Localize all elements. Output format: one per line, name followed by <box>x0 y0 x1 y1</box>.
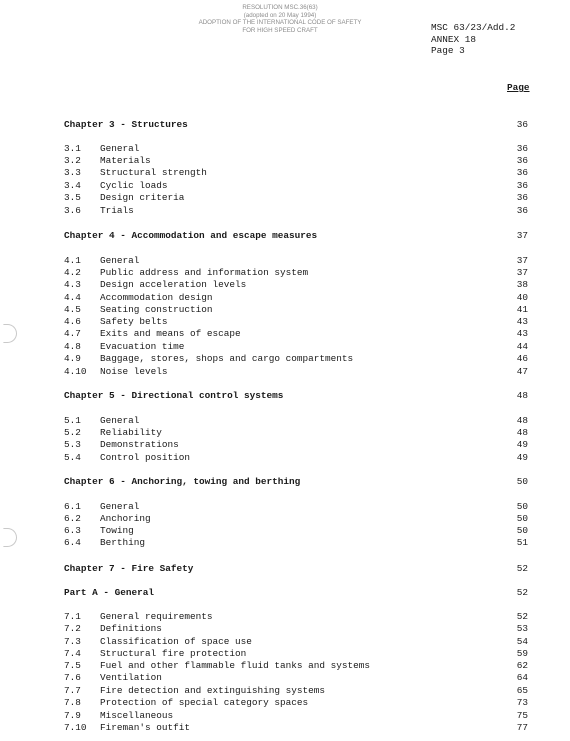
page-number: 52 <box>516 563 528 574</box>
page-number: 54 <box>516 636 528 647</box>
toc-entry <box>64 722 528 734</box>
punch-hole <box>3 324 17 343</box>
section-number: 5.2 <box>64 427 81 438</box>
section-title: Reliability <box>100 427 162 438</box>
page-number: 49 <box>516 452 528 463</box>
page-number: 41 <box>516 304 528 315</box>
toc-chapter-heading <box>64 119 528 131</box>
chapter-title: Chapter 7 - Fire Safety <box>64 563 194 574</box>
section-title: General requirements <box>100 611 213 622</box>
toc-entry <box>64 501 528 513</box>
section-number: 3.2 <box>64 155 81 166</box>
chapter-title: Chapter 6 - Anchoring, towing and berthing <box>64 476 301 487</box>
section-title: Accommodation design <box>100 292 213 303</box>
toc-chapter-heading <box>64 563 528 575</box>
section-title: Noise levels <box>100 366 168 377</box>
section-title: Demonstrations <box>100 439 179 450</box>
page-number: 65 <box>516 685 528 696</box>
punch-hole <box>3 528 17 547</box>
toc-entry <box>64 685 528 697</box>
page-number: 73 <box>516 697 528 708</box>
section-title: Exits and means of escape <box>100 328 241 339</box>
section-title: Safety belts <box>100 316 168 327</box>
section-number: 7.10 <box>64 722 87 733</box>
toc-entry <box>64 427 528 439</box>
page-number: 36 <box>516 180 528 191</box>
page-number: 37 <box>516 267 528 278</box>
page-number: 50 <box>516 513 528 524</box>
page-number: 36 <box>516 192 528 203</box>
section-title: Towing <box>100 525 134 536</box>
page-number: 48 <box>516 415 528 426</box>
section-number: 4.10 <box>64 366 87 377</box>
chapter-title: Chapter 5 - Directional control systems <box>64 390 284 401</box>
page-number: 52 <box>516 611 528 622</box>
page-number: 37 <box>516 255 528 266</box>
toc-chapter-heading <box>64 230 528 242</box>
chapter-title: Chapter 3 - Structures <box>64 119 188 130</box>
section-title: Ventilation <box>100 672 162 683</box>
page-number: 46 <box>516 353 528 364</box>
section-title: Berthing <box>100 537 146 548</box>
toc-entry <box>64 439 528 451</box>
section-title: Design criteria <box>100 192 185 203</box>
toc-entry <box>64 710 528 722</box>
resolution-header <box>180 4 380 34</box>
section-number: 6.3 <box>64 525 81 536</box>
page-number: 48 <box>516 427 528 438</box>
section-title: Fire detection and extinguishing systems <box>100 685 326 696</box>
section-title: General <box>100 501 140 512</box>
section-number: 7.1 <box>64 611 81 622</box>
toc-entry <box>64 366 528 378</box>
section-number: 3.4 <box>64 180 81 191</box>
page-number: 36 <box>516 143 528 154</box>
toc-entry <box>64 525 528 537</box>
section-number: 4.2 <box>64 267 81 278</box>
chapter-title: Chapter 4 - Accommodation and escape measures <box>64 230 318 241</box>
section-title: General <box>100 143 140 154</box>
section-title: Definitions <box>100 623 162 634</box>
toc-entry <box>64 304 528 316</box>
toc-entry <box>64 623 528 635</box>
page-number: 47 <box>516 366 528 377</box>
chapter-title: Part A - General <box>64 587 155 598</box>
section-number: 7.9 <box>64 710 81 721</box>
section-number: 3.5 <box>64 192 81 203</box>
toc-entry <box>64 611 528 623</box>
section-number: 4.9 <box>64 353 81 364</box>
page-number: 51 <box>516 537 528 548</box>
section-title: Fuel and other flammable fluid tanks and systems <box>100 660 371 671</box>
page-number: 50 <box>516 501 528 512</box>
toc-entry <box>64 292 528 304</box>
toc-entry <box>64 415 528 427</box>
page-number: 50 <box>516 525 528 536</box>
toc-entry <box>64 697 528 709</box>
section-title: Evacuation time <box>100 341 185 352</box>
section-number: 7.5 <box>64 660 81 671</box>
doc-ref: MSC 63/23/Add.2 <box>431 22 516 33</box>
document-reference <box>431 22 515 57</box>
section-number: 6.2 <box>64 513 81 524</box>
section-title: General <box>100 255 140 266</box>
section-number: 5.4 <box>64 452 81 463</box>
section-number: 3.6 <box>64 205 81 216</box>
toc-entry <box>64 341 528 353</box>
toc-entry <box>64 672 528 684</box>
section-number: 4.1 <box>64 255 81 266</box>
page-number: 62 <box>516 660 528 671</box>
section-number: 3.3 <box>64 167 81 178</box>
section-title: Classification of space use <box>100 636 252 647</box>
section-title: Design acceleration levels <box>100 279 247 290</box>
page-number: 43 <box>516 316 528 327</box>
toc-entry <box>64 167 528 179</box>
section-title: Baggage, stores, shops and cargo compartments <box>100 353 354 364</box>
page-number: 36 <box>516 167 528 178</box>
toc-entry <box>64 636 528 648</box>
section-number: 3.1 <box>64 143 81 154</box>
toc-entry <box>64 660 528 672</box>
section-title: General <box>100 415 140 426</box>
page-number: 59 <box>516 648 528 659</box>
section-number: 4.7 <box>64 328 81 339</box>
section-number: 7.3 <box>64 636 81 647</box>
toc-entry <box>64 537 528 549</box>
section-title: Materials <box>100 155 151 166</box>
page-number: 52 <box>516 587 528 598</box>
section-number: 6.4 <box>64 537 81 548</box>
toc-chapter-heading <box>64 587 528 599</box>
toc-entry <box>64 328 528 340</box>
section-number: 7.2 <box>64 623 81 634</box>
page-label: Page 3 <box>431 45 465 56</box>
page-number: 48 <box>516 390 528 401</box>
page-number: 53 <box>516 623 528 634</box>
resolution-line: (adopted on 20 May 1994) <box>243 11 317 19</box>
page-number: 36 <box>516 119 528 130</box>
page-number: 36 <box>516 155 528 166</box>
section-title: Seating construction <box>100 304 213 315</box>
toc-entry <box>64 279 528 291</box>
resolution-line: RESOLUTION MSC.36(63) <box>242 4 318 11</box>
section-title: Structural fire protection <box>100 648 247 659</box>
section-number: 4.3 <box>64 279 81 290</box>
section-title: Miscellaneous <box>100 710 174 721</box>
section-number: 4.4 <box>64 292 81 303</box>
section-number: 4.6 <box>64 316 81 327</box>
page-column-heading: Page <box>507 82 530 93</box>
toc-chapter-heading <box>64 476 528 488</box>
section-title: Anchoring <box>100 513 151 524</box>
page-number: 37 <box>516 230 528 241</box>
toc-entry <box>64 143 528 155</box>
page-number: 64 <box>516 672 528 683</box>
section-number: 4.5 <box>64 304 81 315</box>
section-title: Protection of special category spaces <box>100 697 309 708</box>
page-number: 43 <box>516 328 528 339</box>
toc-entry <box>64 255 528 267</box>
toc-entry <box>64 192 528 204</box>
page-number: 36 <box>516 205 528 216</box>
toc-entry <box>64 180 528 192</box>
section-number: 7.6 <box>64 672 81 683</box>
page-number: 38 <box>516 279 528 290</box>
section-number: 7.7 <box>64 685 81 696</box>
page-number: 75 <box>516 710 528 721</box>
toc-entry <box>64 155 528 167</box>
section-number: 6.1 <box>64 501 81 512</box>
page-number: 77 <box>516 722 528 733</box>
toc-entry <box>64 452 528 464</box>
toc-entry <box>64 316 528 328</box>
page-number: 50 <box>516 476 528 487</box>
toc-entry <box>64 648 528 660</box>
section-title: Fireman's outfit <box>100 722 191 733</box>
page-number: 40 <box>516 292 528 303</box>
page-number: 44 <box>516 341 528 352</box>
section-title: Trials <box>100 205 134 216</box>
section-title: Structural strength <box>100 167 207 178</box>
section-number: 5.3 <box>64 439 81 450</box>
section-number: 4.8 <box>64 341 81 352</box>
section-number: 7.8 <box>64 697 81 708</box>
resolution-line: FOR HIGH SPEED CRAFT <box>242 26 318 34</box>
resolution-line: ADOPTION OF THE INTERNATIONAL CODE OF SAFETY <box>198 19 362 27</box>
toc-entry <box>64 353 528 365</box>
section-title: Cyclic loads <box>100 180 168 191</box>
section-title: Control position <box>100 452 191 463</box>
toc-entry <box>64 205 528 217</box>
toc-entry <box>64 513 528 525</box>
section-number: 5.1 <box>64 415 81 426</box>
page-number: 49 <box>516 439 528 450</box>
section-number: 7.4 <box>64 648 81 659</box>
toc-entry <box>64 267 528 279</box>
section-title: Public address and information system <box>100 267 309 278</box>
toc-chapter-heading <box>64 390 528 402</box>
annex-label: ANNEX 18 <box>431 33 477 45</box>
